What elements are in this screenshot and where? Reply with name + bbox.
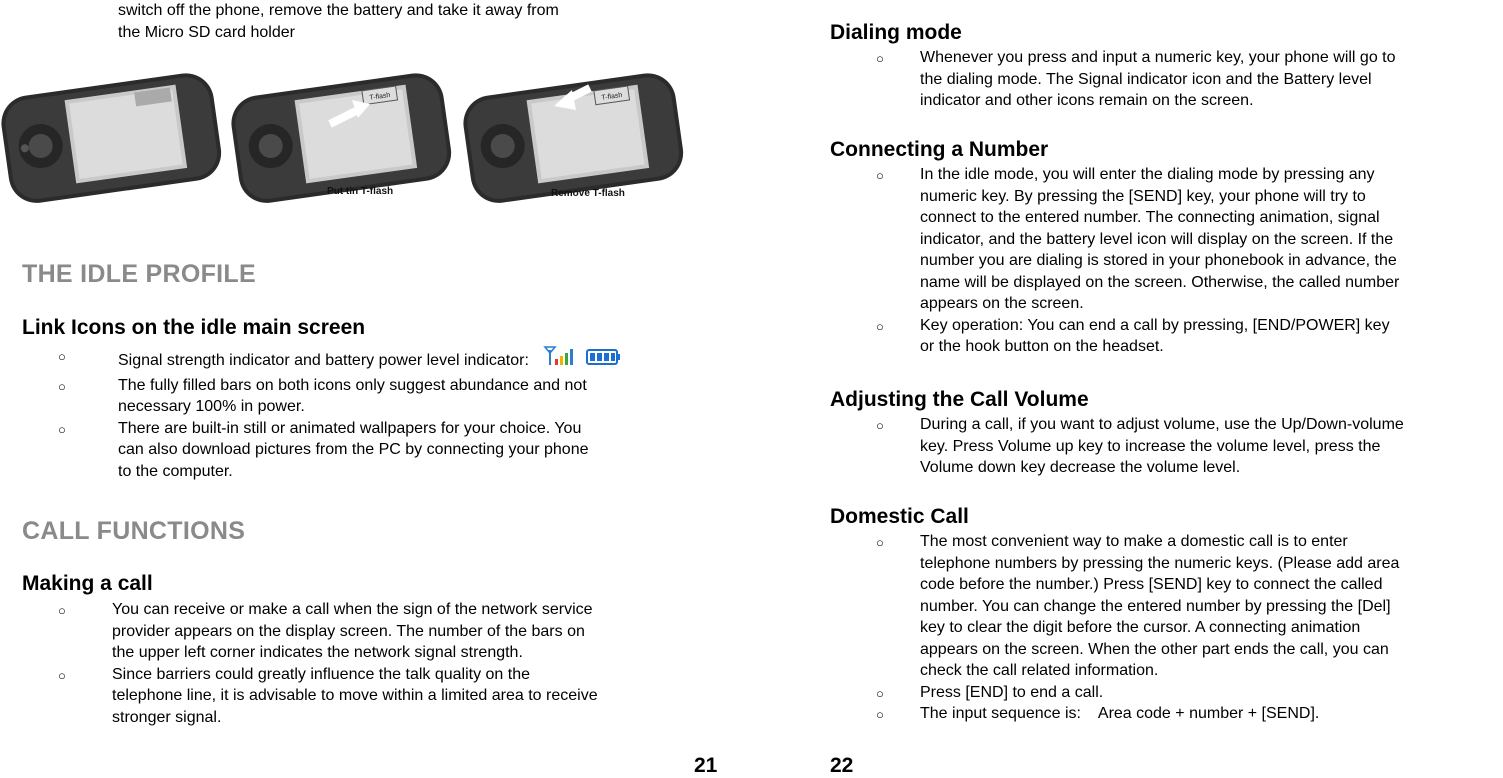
intro-line: switch off the phone, remove the battery and take it away from (118, 2, 559, 19)
left-page (0, 0, 740, 775)
subheading-making-a-call: Making a call (22, 572, 153, 595)
bullet-glyph: ○ (876, 318, 884, 334)
list-item-line: check the call related information. (920, 662, 1159, 679)
list-item-line: necessary 100% in power. (118, 398, 305, 415)
status-icons (543, 345, 623, 374)
heading-domestic-call: Domestic Call (830, 505, 969, 528)
list-item-line: The most convenient way to make a domestic call is to enter (920, 533, 1348, 550)
list-item (58, 418, 708, 483)
list-item-line: numeric key. By pressing the [SEND] key, your phone will try to (920, 187, 1366, 205)
list-item (58, 345, 708, 374)
list-item-line: key to clear the digit before the cursor. A connecting animation (920, 619, 1361, 636)
list-item-line: can also download pictures from the PC by connecting your phone (118, 441, 589, 458)
list-item-line: telephone line, it is advisable to move within a limited area to receive (112, 687, 598, 704)
bullet-glyph: ○ (876, 51, 884, 66)
list-item-line: Press [END] to end a call. (920, 683, 1104, 701)
list-item-line: The fully filled bars on both icons only suggest abundance and not (118, 376, 587, 394)
bullet-glyph: ○ (876, 685, 884, 701)
list-item-line: Volume down key decrease the volume level. (920, 459, 1241, 476)
list-item-line: The input sequence is: Area code + number + [SEND]. (920, 705, 1320, 722)
intro-paragraph (118, 0, 718, 44)
bullet-glyph: ○ (876, 535, 884, 550)
list-item (876, 164, 1503, 315)
list-item-line: appears on the screen. When the other part ends the call, you can (920, 640, 1389, 658)
phone-insert-image (230, 66, 455, 206)
bullet-glyph: ○ (876, 707, 884, 722)
list-item-line: name will be displayed on the screen. Otherwise, the called number (920, 273, 1400, 291)
list-item-line: telephone numbers by pressing the numeric keys. (Please add area (920, 554, 1400, 572)
svg-text:T-flash: T-flash (369, 91, 391, 102)
domestic-call-bullet-list (876, 531, 1503, 725)
list-item-line: indicator and other icons remain on the screen. (920, 92, 1254, 109)
bullet-glyph: ○ (876, 418, 884, 433)
section-heading-call-functions: CALL FUNCTIONS (22, 517, 246, 545)
heading-connecting-number: Connecting a Number (830, 138, 1049, 161)
adjusting-volume-bullet-list (876, 414, 1503, 479)
bullet-glyph: ○ (58, 603, 66, 618)
battery-level-icon (587, 350, 620, 364)
list-item-line: During a call, if you want to adjust volume, use the Up/Down-volume (920, 416, 1404, 433)
list-item (58, 375, 708, 418)
heading-adjusting-volume: Adjusting the Call Volume (830, 388, 1089, 411)
figure-caption-insert: Put tin T-flash (327, 186, 394, 197)
heading-dialing-mode: Dialing mode (830, 21, 962, 44)
page-number: 21 (694, 754, 718, 777)
list-item (876, 531, 1503, 682)
dialing-mode-bullet-list (876, 47, 1503, 112)
figure-caption-remove: Remove T-flash (551, 188, 625, 199)
list-item-line: provider appears on the display screen. The number of the bars on (112, 622, 585, 640)
page-number: 22 (830, 754, 854, 777)
right-page (812, 0, 1503, 775)
phone-back-image (0, 66, 225, 206)
list-item-text: Signal strength indicator and battery power level indicator: (118, 352, 529, 369)
list-item-line: In the idle mode, you will enter the dialing mode by pressing any (920, 166, 1375, 183)
bullet-glyph: ○ (58, 667, 66, 683)
list-item-line: Since barriers could greatly influence the talk quality on the (112, 665, 531, 683)
list-item-line: Whenever you press and input a numeric key, your phone will go to (920, 49, 1396, 66)
bullet-glyph: ○ (58, 378, 66, 394)
connecting-number-bullet-list (876, 164, 1503, 358)
list-item (876, 414, 1503, 479)
bullet-glyph: ○ (876, 168, 884, 183)
list-item-line: the dialing mode. The Signal indicator icon and the Battery level (920, 70, 1372, 88)
list-item (58, 664, 718, 729)
list-item-line: or the hook button on the headset. (920, 338, 1164, 355)
section-heading-idle-profile: THE IDLE PROFILE (22, 260, 256, 288)
list-item-line: number. You can change the entered number by pressing the [Del] (920, 597, 1391, 615)
list-item-line: Key operation: You can end a call by pressing, [END/POWER] key (920, 316, 1390, 334)
microsd-figure (0, 66, 700, 206)
subheading-link-icons: Link Icons on the idle main screen (22, 316, 366, 339)
bullet-glyph: ○ (58, 421, 66, 437)
signal-strength-icon (545, 347, 573, 365)
svg-text:T-flash: T-flash (601, 91, 623, 102)
list-item-line: the upper left corner indicates the network signal strength. (112, 644, 523, 661)
list-item-line: indicator, and the battery level icon will display on the screen. If the (920, 230, 1394, 248)
intro-line: the Micro SD card holder (118, 24, 295, 41)
bullet-glyph: ○ (58, 349, 66, 364)
list-item-line: number you are dialing is stored in your phonebook in advance, the (920, 252, 1397, 269)
list-item-line: appears on the screen. (920, 295, 1084, 312)
list-item-line: key. Press Volume up key to increase the volume level, press the (920, 437, 1381, 455)
list-item-line: You can receive or make a call when the sign of the network service (112, 601, 593, 618)
list-item-line: There are built-in still or animated wallpapers for your choice. You (118, 419, 582, 437)
list-item-line: to the computer. (118, 462, 233, 480)
phone-remove-image (462, 66, 687, 206)
making-call-bullet-list (58, 599, 718, 728)
list-item-line: stronger signal. (112, 708, 222, 726)
list-item-line: code before the number.) Press [SEND] key to connect the called (920, 576, 1383, 593)
list-item (876, 47, 1503, 112)
list-item (876, 703, 1503, 725)
idle-profile-bullet-list (58, 345, 708, 482)
list-item (876, 315, 1503, 358)
list-item-line: connect to the entered number. The connecting animation, signal (920, 209, 1380, 226)
list-item (876, 682, 1503, 704)
list-item (58, 599, 718, 664)
